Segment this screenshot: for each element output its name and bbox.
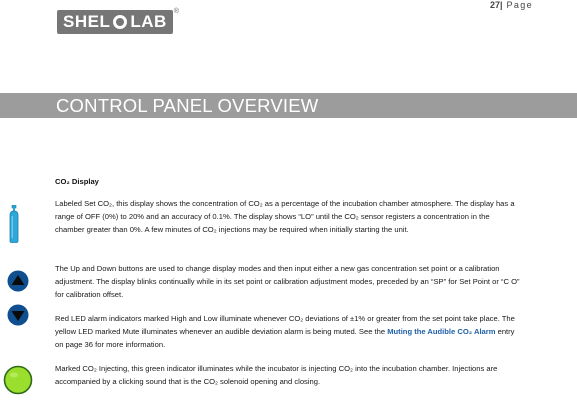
shellab-logo — [57, 10, 179, 34]
down-arrow-button-icon — [7, 304, 29, 326]
up-arrow-button-icon — [7, 270, 29, 292]
muting-alarm-link[interactable]: Muting the Audible CO₂ Alarm — [387, 327, 496, 336]
page-number-label: Page — [506, 0, 534, 10]
page-number-separator: | — [500, 0, 503, 10]
paragraph-alarm-text-after: entry on page 36 for more information. — [55, 327, 515, 349]
registered-mark: ® — [173, 8, 179, 15]
page-number-value: 27 — [490, 0, 501, 10]
paragraph-alarm-indicators — [55, 312, 520, 351]
logo-ring-icon — [113, 15, 127, 29]
logo-text-left: SHEL — [63, 12, 111, 31]
gas-tank-icon — [7, 205, 21, 243]
logo-text-right: LAB — [130, 12, 167, 31]
page-number — [490, 0, 533, 10]
section-banner — [0, 93, 577, 118]
green-led-indicator-icon — [3, 365, 33, 395]
logo-box — [57, 10, 173, 34]
paragraph-up-down-buttons: The Up and Down buttons are used to change display modes and then input either a new gas concentration set point or a calibration adjustment. The display blinks continually while in its set point or calibration adjustment modes, preceded by an “SP” for Set Point or “C O” for calibration offset. — [55, 264, 520, 299]
paragraph-alarm-text-before: Red LED alarm indicators marked High and Low illuminate whenever CO₂ deviations of ±1% or greater from the set point take place. The yellow LED marked Mute illuminates whenever an audible deviation alarm is being muted. See the — [55, 314, 515, 336]
page-title: CONTROL PANEL OVERVIEW — [56, 95, 319, 116]
paragraph-co2-display: Labeled Set CO₂, this display shows the concentration of CO₂ as a percentage of the incubation chamber atmosphere. The display has a range of OFF (0%) to 20% and an accuracy of 0.1%. The display shows “LO” until the CO₂ sensor registers a concentration in the chamber greater than 0%. A few minutes of CO₂ injections may be required when initially starting the unit. — [55, 199, 515, 234]
section-heading: CO₂ Display — [55, 177, 99, 186]
paragraph-co2-injecting: Marked CO₂ Injecting, this green indicator illuminates while the incubator is injecting CO₂ into the incubation chamber. Injections are accompanied by a clicking sound that is the CO₂ solenoid opening and closing. — [55, 364, 498, 386]
